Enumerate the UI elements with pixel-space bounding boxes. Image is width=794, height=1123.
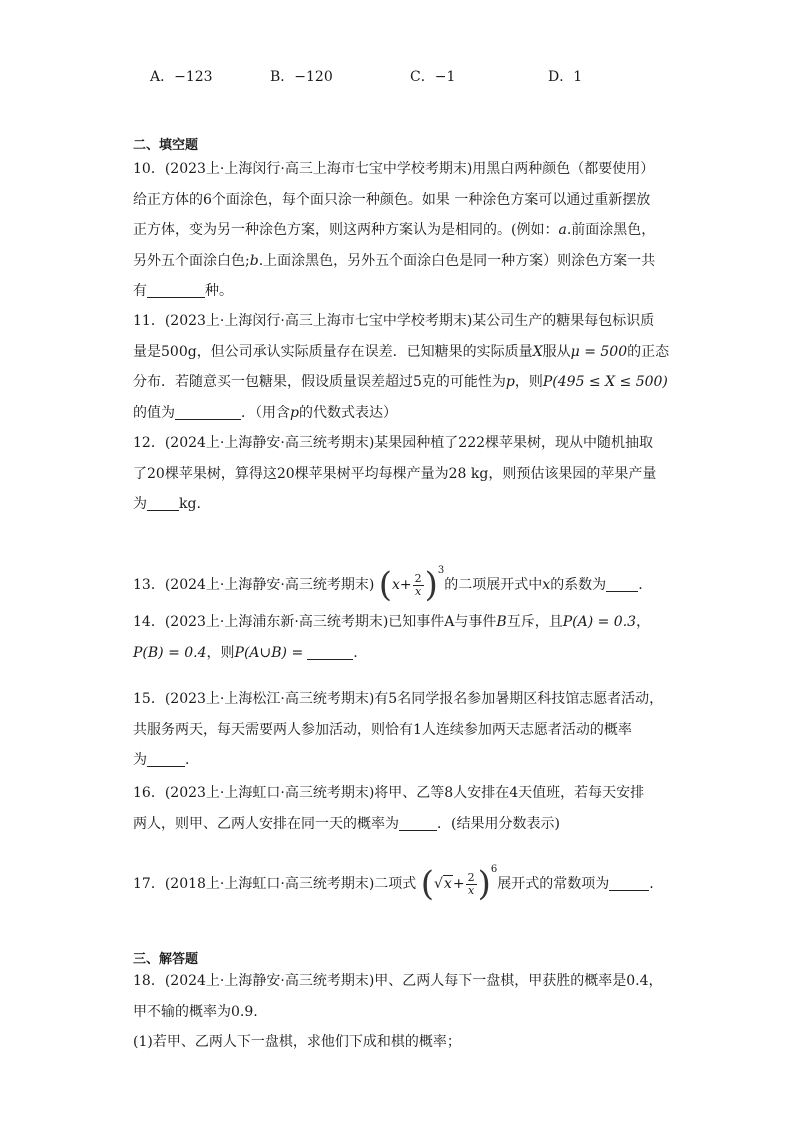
q14-line-1: 14．(2023上·上海浦东新·高三统考期末)已知事件A与事件B互斥，且P(A) = 0.3， [133, 614, 651, 630]
answer-blank[interactable] [307, 643, 353, 660]
q10-line-1: 10．(2023上·上海闵行·高三上海市七宝中学校考期末)用黑白两种颜色（都要使用） [133, 161, 655, 177]
section-fill-in-title: 二、填空题 [133, 138, 199, 153]
option-c[interactable]: C．−1 [410, 69, 456, 85]
q18-line-1: 18．(2024上·上海静安·高三统考期末)甲、乙两人每下一盘棋，甲获胜的概率是0.4， [133, 973, 663, 989]
binomial-expression: (x+ $\frac{2}{x}$ )$^3$ [378, 565, 445, 605]
q16-line-1: 16．(2023上·上海虹口·高三统考期末)将甲、乙等8人安排在4天值班，若每天安排 [133, 785, 645, 801]
question-12 [133, 428, 673, 520]
q11-line-4: 的值为 ．（用含p的代数式表达） [133, 404, 397, 421]
q15-line-1: 15．(2023上·上海松江·高三统考期末)有5名同学报名参加暑期区科技馆志愿者活动， [133, 691, 664, 707]
sqrt-symbol: √x [434, 876, 452, 892]
q11-line-1: 11．(2023上·上海闵行·高三上海市七宝中学校考期末)某公司生产的糖果每包标识质 [133, 313, 655, 329]
answer-blank[interactable] [175, 403, 241, 420]
answer-blank[interactable] [399, 814, 437, 831]
q10-line-2: 给正方体的6个面涂色，每个面只涂一种颜色。如果 一种涂色方案可以通过重新摆放 [133, 191, 651, 208]
question-15 [133, 684, 673, 776]
q12-line-3: 为 kg. [133, 496, 201, 512]
q10-line-4: 另外五个面涂白色;b.上面涂黑色，另外五个面涂白色是同一种方案）则涂色方案一共 [133, 252, 656, 269]
answer-blank[interactable] [609, 874, 649, 891]
question-16 [133, 778, 673, 839]
question-18 [133, 966, 673, 1058]
q11-line-2: 量是500g，但公司承认实际质量存在误差．已知糖果的实际质量X服从μ = 500的正态 [133, 343, 670, 360]
q12-line-1: 12．(2024上·上海静安·高三统考期末)某果园种植了222棵苹果树，现从中随机抽取 [133, 435, 654, 451]
question-14 [133, 607, 673, 668]
option-d[interactable]: D．1 [548, 69, 583, 85]
question-11 [133, 306, 673, 428]
answer-blank[interactable] [147, 750, 185, 767]
option-a[interactable]: A．−123 [150, 69, 213, 85]
q18-line-2: 甲不输的概率为0.9. [133, 1003, 258, 1020]
option-b[interactable]: B．−120 [270, 69, 333, 85]
q18-sub-1: (1)若甲、乙两人下一盘棋，求他们下成和棋的概率； [133, 1034, 461, 1050]
q11-line-3: 分布．若随意买一包糖果，假设质量误差超过5克的可能性为p，则P(495 ≤ X ≤ 500) [133, 374, 668, 390]
fraction: $\frac{2}{x}$ [414, 571, 422, 598]
q10-line-3: 正方体，变为另一种涂色方案，则这两种方案认为是相同的。(例如：a.前面涂黑色， [133, 222, 656, 238]
question-13: 13．(2024上·上海静安·高三统考期末) (x+ $\frac{2}{x}$ )$^3$的二项展开式中x的系数为 . [133, 565, 643, 605]
fraction: $\frac{2}{x}$ [467, 870, 475, 897]
answer-blank[interactable] [147, 494, 179, 511]
q14-line-2: P(B) = 0.4，则P(A∪B) = . [133, 644, 358, 661]
answer-blank[interactable] [147, 281, 205, 298]
q12-line-2: 了20棵苹果树，算得这20棵苹果树平均每棵产量为28 kg，则预估该果园的苹果产量 [133, 465, 657, 482]
section-answer-title: 三、解答题 [133, 952, 199, 967]
q15-line-3: 为 . [133, 752, 190, 768]
q15-line-2: 共服务两天，每天需要两人参加活动，则恰有1人连续参加两天志愿者活动的概率 [133, 721, 632, 738]
question-10 [133, 154, 673, 307]
question-17: 17．(2018上·上海虹口·高三统考期末)二项式 (√x+ $\frac{2}{x}$ )$^6$展开式的常数项为 . [133, 864, 654, 904]
answer-blank[interactable] [606, 575, 638, 592]
q9-options [150, 66, 770, 86]
binomial-expression: (√x+ $\frac{2}{x}$ )$^6$ [420, 864, 498, 904]
q10-line-5: 有 种。 [133, 283, 233, 299]
q16-line-2: 两人，则甲、乙两人安排在同一天的概率为 ．(结果用分数表示) [133, 815, 560, 832]
